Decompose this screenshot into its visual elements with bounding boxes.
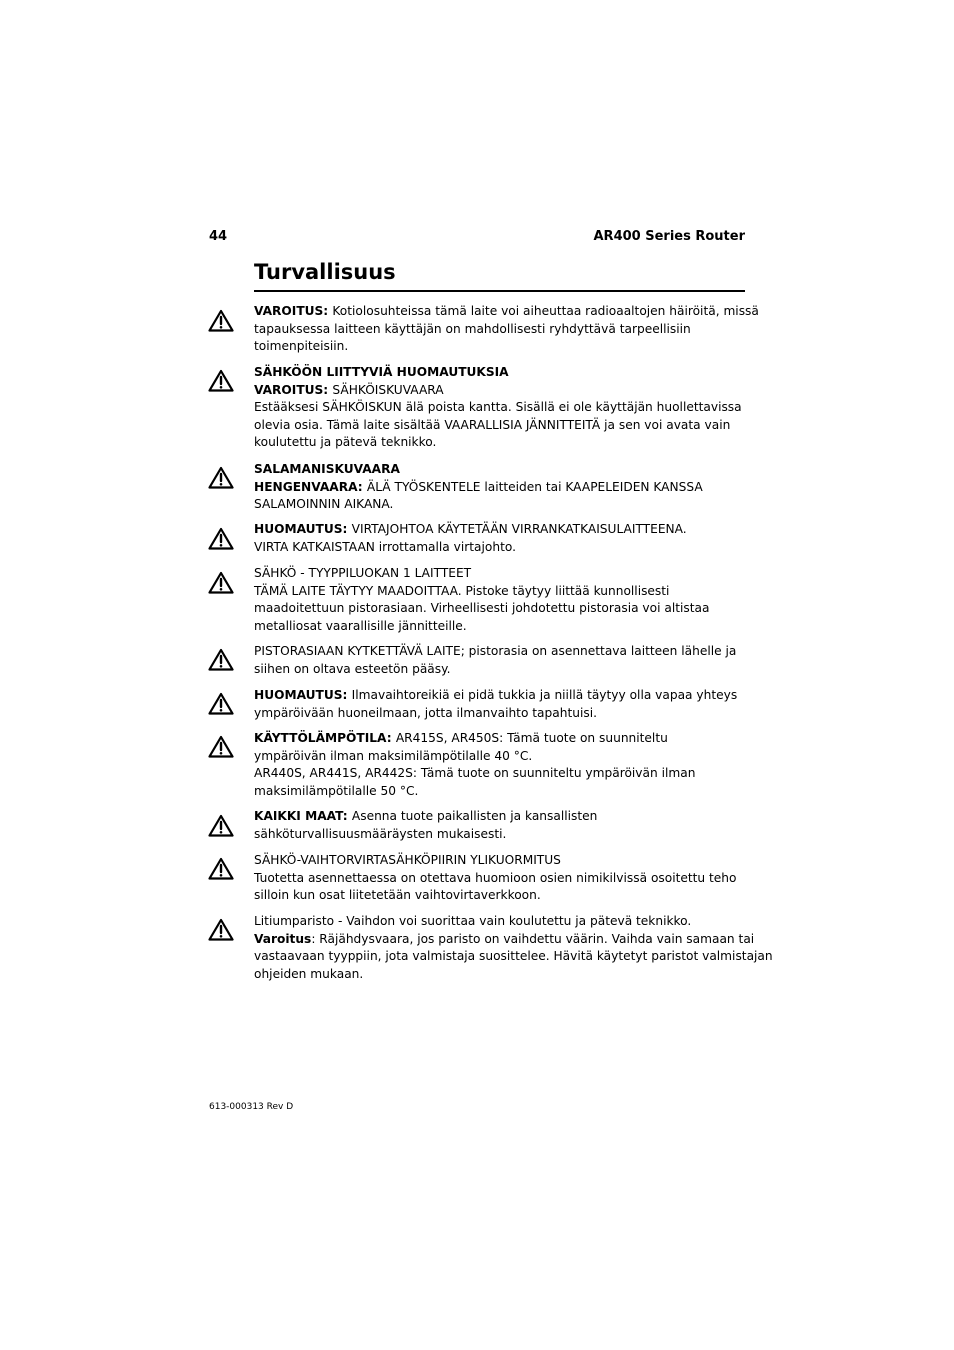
warning-line [254,461,746,479]
warning-body: tapauksessa laitteen käyttäjän on mahdollisesti ryhdyttävä tarpeellisiin [254,321,691,336]
warning-icon [208,369,234,392]
warning-label: HUOMAUTUS: [254,688,352,702]
warning-line [254,382,746,400]
warning-label: KAIKKI MAAT: [254,809,352,823]
warning-line [254,852,746,870]
warning-line [254,479,746,497]
warning-icon [208,814,234,837]
warning-line [254,600,746,618]
warning-line [254,826,746,844]
warning-icon [208,527,234,550]
warning-line [254,434,746,452]
warning-body: olevia osia. Tämä laite sisältää VAARALLISIA JÄNNITTEITÄ ja sen voi avata vain [254,417,731,432]
warning-body: silloin kun osat liitetetään vaihtovirtaverkkoon. [254,888,541,903]
warning-label: KÄYTTÖLÄMPÖTILA: [254,731,396,745]
warning-body: AR440S, AR441S, AR442S: Tämä tuote on suunniteltu ympäröivän ilman [254,766,696,781]
page-number: 44 [209,229,228,244]
warning-icon [208,648,234,671]
warning-body: siihen on oltava esteetön pääsy. [254,661,451,676]
warning-line [254,705,746,723]
warning-body: TÄMÄ LAITE TÄYTYY MAADOITTAA. Pistoke täytyy liittää kunnollisesti [254,583,670,598]
warning-body: koulutettu ja pätevä teknikko. [254,435,437,450]
warning-body: sähköturvallisuusmääräysten mukaisesti. [254,826,507,841]
document-number: 613-000313 Rev D [209,1102,294,1112]
warning-line [254,321,746,339]
warning-body: vastaavaan tyyppiin, jota valmistaja suosittelee. Hävitä käytetyt paristot valmistajan [254,949,773,964]
warning-line [254,748,746,766]
warning-icon [208,309,234,332]
warning-line [254,765,746,783]
warning-line [254,661,746,679]
warning-body: VIRTA KATKAISTAAN irrottamalla virtajohto. [254,539,516,554]
warning-line [254,870,746,888]
warning-line [254,808,746,826]
warning-text [254,730,746,800]
warning-line [254,931,755,949]
warning-body: SÄHKÖ - TYYPPILUOKAN 1 LAITTEET [254,566,472,580]
warning-icon [208,692,234,715]
warning-body: toimenpiteisiin. [254,339,349,354]
warning-body: Tuotetta asennettaessa on otettava huomioon osien nimikilvissä osoitettu teho [254,870,737,885]
warning-body: ympäröivään huoneilmaan, jotta ilmanvaihto tapahtuisi. [254,705,597,720]
warning-icon [208,857,234,880]
warning-line [254,583,746,601]
warning-line [254,364,746,382]
warning-body: VIRTAJOHTOA KÄYTETÄÄN VIRRANKATKAISULAITTEENA. [351,522,687,536]
warning-line [254,399,746,417]
warning-body: ympäröivän ilman maksimilämpötilalle 40 °C. [254,748,533,763]
warning-icon [208,571,234,594]
warning-body: maadoitettuun pistorasiaan. Virheellisesti johdotettu pistorasia voi altistaa [254,601,710,616]
warning-line [254,521,746,539]
warning-line [254,338,746,356]
warning-body: metalliosat vaarallisille jännitteille. [254,618,467,633]
warning-line [254,966,746,984]
warning-line [254,687,746,705]
warning-body: AR415S, AR450S: Tämä tuote on suunniteltu [395,731,668,745]
warning-line [254,783,746,801]
warning-line [254,887,746,905]
warning-text [254,461,746,514]
warning-icon [208,466,234,489]
warning-label: SÄHKÖÖN LIITTYVIÄ HUOMAUTUKSIA [254,365,509,379]
warning-body: Ilmavaihtoreikiä ei pidä tukkia ja niillä täytyy olla vapaa yhteys [351,688,738,702]
warning-label: HUOMAUTUS: [254,522,352,536]
warning-line [254,565,746,583]
warning-body: Asenna tuote paikallisten ja kansallisten [351,809,598,823]
warning-line [254,948,773,966]
warning-icon [208,918,234,941]
warning-line [254,618,746,636]
running-title: AR400 Series Router [593,229,745,244]
warning-body: ÄLÄ TYÖSKENTELE laitteiden tai KAAPELEIDEN KANSSA [366,479,703,494]
warning-line [254,643,746,661]
warning-label: Varoitus [254,931,312,946]
warning-text [254,565,746,635]
warning-line [254,417,746,435]
warning-line [254,913,746,931]
warning-label: VAROITUS: [254,382,333,397]
warning-text [254,521,746,556]
warning-icon [208,735,234,758]
warning-text [254,808,746,843]
warning-line [254,303,759,321]
warning-text [254,643,746,678]
warning-text [254,303,759,356]
warning-text [254,852,746,905]
warning-body: : Räjähdysvaara, jos paristo on vaihdettu väärin. Vaihda vain samaan tai [311,931,755,946]
warning-body: PISTORASIAAN KYTKETTÄVÄ LAITE; pistorasia on asennettava laitteen lähelle ja [254,644,737,658]
warning-body: ohjeiden mukaan. [254,966,364,981]
warning-line [254,730,746,748]
warning-label: SALAMANISKUVAARA [254,462,400,476]
warning-body: SÄHKÖ-VAIHTORVIRTASÄHKÖPIIRIN YLIKUORMITUS [254,853,561,867]
warning-text [254,687,746,722]
warning-body: maksimilämpötilalle 50 °C. [254,783,419,798]
warning-label: HENGENVAARA: [254,479,367,494]
warning-body: SÄHKÖISKUVAARA [332,382,444,397]
warning-text [254,913,773,983]
page-title: Turvallisuus [254,258,745,292]
warning-line [254,539,746,557]
warning-body: Estääksesi SÄHKÖISKUN älä poista kantta. Sisällä ei ole käyttäjän huollettavissa [254,400,742,415]
warning-text [254,364,746,452]
warning-label: VAROITUS: [254,304,333,318]
warning-body: Litiumparisto - Vaihdon voi suorittaa vain koulutettu ja pätevä teknikko. [254,914,692,928]
warning-body: Kotiolosuhteissa tämä laite voi aiheuttaa radioaaltojen häiröitä, missä [332,304,759,318]
warning-body: SALAMOINNIN AIKANA. [254,497,394,512]
warning-line [254,496,746,514]
